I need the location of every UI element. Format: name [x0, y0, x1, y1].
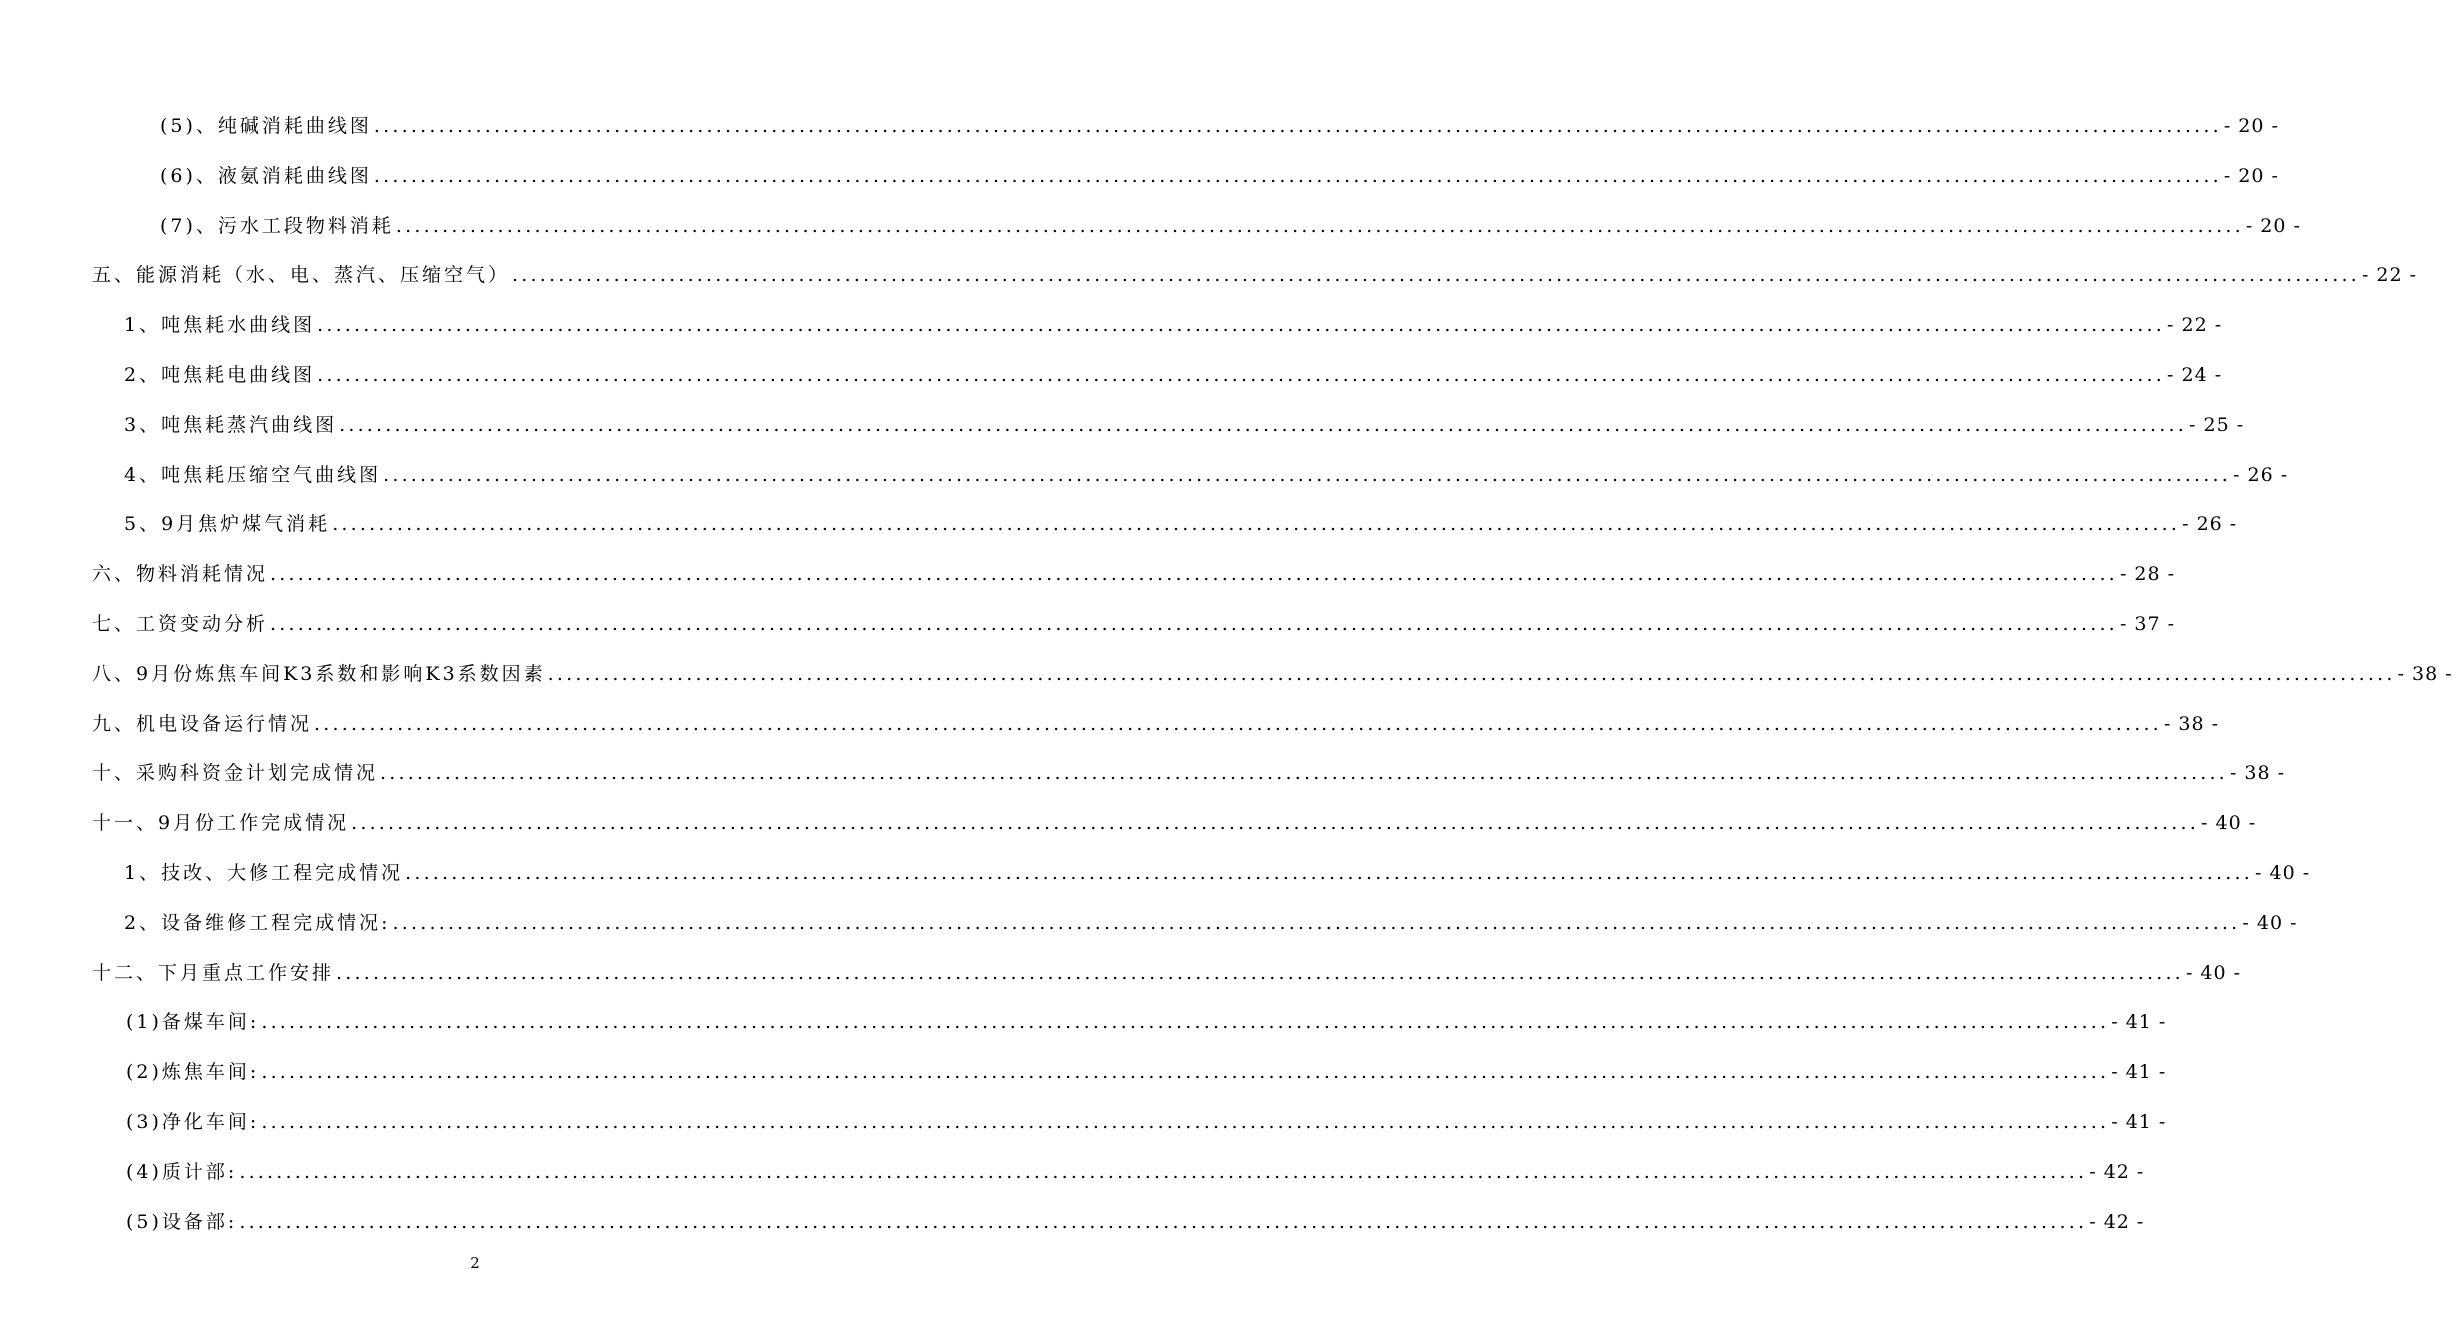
toc-entry-label: (2)炼焦车间:	[126, 1061, 260, 1084]
toc-entry-page: - 41 -	[2111, 1061, 2167, 1084]
toc-dot-leader: ........................................................................................................................................................................................................	[317, 314, 2166, 337]
toc-entry-line	[92, 706, 2220, 742]
toc-entry-page: - 42 -	[2089, 1160, 2145, 1183]
toc-entry-line	[92, 257, 2418, 293]
toc-entry[interactable]	[0, 955, 2242, 991]
toc-entry-line	[92, 656, 2453, 692]
toc-entry-label: (6)、液氨消耗曲线图	[160, 164, 372, 187]
toc-entry-label: (5)、纯碱消耗曲线图	[160, 115, 372, 137]
toc-entry-label: 2、设备维修工程完成情况:	[124, 911, 391, 934]
toc-entry-label: (4)质计部:	[126, 1160, 238, 1183]
toc-entry-page: - 22 -	[2361, 264, 2418, 287]
toc-entry-line	[160, 158, 2279, 194]
toc-entry-line	[124, 307, 2223, 343]
toc-entry-label: 八、9月份炼焦车间K3系数和影响K3系数因素	[92, 662, 546, 685]
toc-entry[interactable]	[0, 506, 2238, 542]
toc-entry-page: - 37 -	[2119, 613, 2176, 635]
toc-entry[interactable]	[0, 1154, 2145, 1190]
toc-entry-line	[126, 1154, 2145, 1190]
toc-dot-leader: ........................................................................................................................................................................................................	[373, 115, 2222, 137]
toc-dot-leader: ........................................................................................................................................................................................................	[351, 812, 2200, 835]
toc-entry-label: 五、能源消耗（水、电、蒸汽、压缩空气）	[92, 264, 511, 287]
toc-dot-leader: ........................................................................................................................................................................................................	[373, 164, 2222, 187]
toc-entry-label: 七、工资变动分析	[92, 613, 269, 635]
toc-dot-leader: ........................................................................................................................................................................................................	[261, 1011, 2110, 1034]
toc-dot-leader: ........................................................................................................................................................................................................	[339, 413, 2188, 436]
toc-dot-leader: ........................................................................................................................................................................................................	[239, 1160, 2088, 1183]
toc-dot-leader: ........................................................................................................................................................................................................	[270, 563, 2118, 586]
toc-entry-line	[124, 407, 2245, 443]
toc-dot-leader: ........................................................................................................................................................................................................	[392, 911, 2241, 934]
toc-entry-label: (3)净化车间:	[126, 1111, 260, 1133]
toc-entry-line	[126, 1004, 2167, 1040]
toc-entry[interactable]	[0, 755, 2286, 791]
toc-entry-label: 4、吨焦耗压缩空气曲线图	[124, 463, 382, 486]
toc-entry[interactable]	[0, 1054, 2167, 1090]
toc-dot-leader: ........................................................................................................................................................................................................	[512, 264, 2360, 287]
toc-entry-label: (7)、污水工段物料消耗	[160, 214, 394, 237]
toc-entry[interactable]	[0, 1104, 2167, 1140]
toc-entry-line	[124, 506, 2238, 542]
toc-entry[interactable]	[0, 905, 2298, 941]
toc-entry-line	[124, 905, 2298, 941]
toc-entry-page: - 41 -	[2111, 1011, 2167, 1034]
toc-entry[interactable]	[0, 407, 2245, 443]
toc-entry-label: (5)设备部:	[126, 1210, 238, 1233]
toc-entry-label: (1)备煤车间:	[126, 1011, 260, 1034]
toc-entry-page: - 24 -	[2167, 364, 2223, 386]
toc-entry[interactable]	[0, 556, 2176, 592]
toc-entry-page: - 26 -	[2233, 463, 2289, 486]
toc-entry-page: - 40 -	[2201, 812, 2257, 835]
toc-entry-page: - 42 -	[2089, 1210, 2145, 1233]
toc-entry[interactable]	[0, 1204, 2145, 1240]
toc-entry[interactable]	[0, 656, 2453, 692]
toc-dot-leader: ........................................................................................................................................................................................................	[336, 961, 2184, 984]
toc-entry[interactable]	[0, 1004, 2167, 1040]
toc-entry-label: 十二、下月重点工作安排	[92, 961, 335, 984]
toc-entry[interactable]	[0, 706, 2220, 742]
toc-entry-label: 十一、9月份工作完成情况	[92, 812, 350, 835]
toc-entry[interactable]	[0, 208, 2301, 244]
toc-entry[interactable]	[0, 606, 2176, 642]
toc-entry-line	[92, 955, 2242, 991]
toc-entry-line	[92, 556, 2176, 592]
toc-entry-label: 1、技改、大修工程完成情况	[124, 862, 404, 884]
toc-entry[interactable]	[0, 855, 2311, 891]
toc-entry-line	[92, 805, 2257, 841]
toc-entry-label: 2、吨焦耗电曲线图	[124, 364, 316, 386]
toc-dot-leader: ........................................................................................................................................................................................................	[332, 513, 2181, 536]
toc-entry-page: - 28 -	[2119, 563, 2176, 586]
toc-entry[interactable]	[0, 805, 2257, 841]
toc-entry-line	[160, 108, 2279, 144]
toc-entry-page: - 40 -	[2242, 911, 2298, 934]
toc-entry-page: - 38 -	[2163, 712, 2220, 735]
toc-entry-label: 十、采购科资金计划完成情况	[92, 762, 379, 785]
toc-entry[interactable]	[0, 108, 2279, 144]
toc-entry-line	[126, 1104, 2167, 1140]
toc-entry[interactable]	[0, 307, 2223, 343]
toc-dot-leader: ........................................................................................................................................................................................................	[239, 1210, 2088, 1233]
toc-entry[interactable]	[0, 257, 2418, 293]
toc-dot-leader: ........................................................................................................................................................................................................	[547, 662, 2396, 685]
toc-entry-line	[92, 606, 2176, 642]
toc-entry-label: 3、吨焦耗蒸汽曲线图	[124, 413, 338, 436]
toc-entry-page: - 20 -	[2245, 214, 2301, 237]
toc-entry-page: - 41 -	[2111, 1111, 2167, 1133]
toc-dot-leader: ........................................................................................................................................................................................................	[395, 214, 2244, 237]
toc-entry-page: - 38 -	[2397, 662, 2453, 685]
toc-entry[interactable]	[0, 158, 2279, 194]
toc-entry-label: 5、9月焦炉煤气消耗	[124, 513, 331, 536]
toc-entry-line	[126, 1054, 2167, 1090]
page-number: 2	[470, 1254, 480, 1272]
toc-entry-page: - 22 -	[2167, 314, 2223, 337]
toc-entry-page: - 26 -	[2182, 513, 2238, 536]
toc-entry-line	[124, 357, 2223, 393]
toc-dot-leader: ........................................................................................................................................................................................................	[261, 1111, 2110, 1133]
toc-entry-page: - 38 -	[2229, 762, 2286, 785]
toc-dot-leader: ........................................................................................................................................................................................................	[314, 712, 2162, 735]
toc-entry-line	[160, 208, 2301, 244]
toc-entry[interactable]	[0, 357, 2223, 393]
toc-entry-line	[126, 1204, 2145, 1240]
toc-dot-leader: ........................................................................................................................................................................................................	[405, 862, 2254, 884]
toc-dot-leader: ........................................................................................................................................................................................................	[261, 1061, 2110, 1084]
toc-entry-page: - 25 -	[2189, 413, 2245, 436]
toc-entry-label: 九、机电设备运行情况	[92, 712, 313, 735]
toc-entry-page: - 20 -	[2223, 115, 2279, 137]
toc-entry-label: 六、物料消耗情况	[92, 563, 269, 586]
toc-entry[interactable]	[0, 457, 2289, 493]
toc-entry-line	[124, 855, 2311, 891]
toc-entry-line	[124, 457, 2289, 493]
toc-entry-page: - 40 -	[2255, 862, 2311, 884]
toc-dot-leader: ........................................................................................................................................................................................................	[383, 463, 2232, 486]
toc-dot-leader: ........................................................................................................................................................................................................	[317, 364, 2166, 386]
toc-dot-leader: ........................................................................................................................................................................................................	[380, 762, 2228, 785]
toc-entry-page: - 40 -	[2185, 961, 2242, 984]
toc-dot-leader: ........................................................................................................................................................................................................	[270, 613, 2118, 635]
toc-entry-label: 1、吨焦耗水曲线图	[124, 314, 316, 337]
toc-entry-line	[92, 755, 2286, 791]
toc-entry-page: - 20 -	[2223, 164, 2279, 187]
